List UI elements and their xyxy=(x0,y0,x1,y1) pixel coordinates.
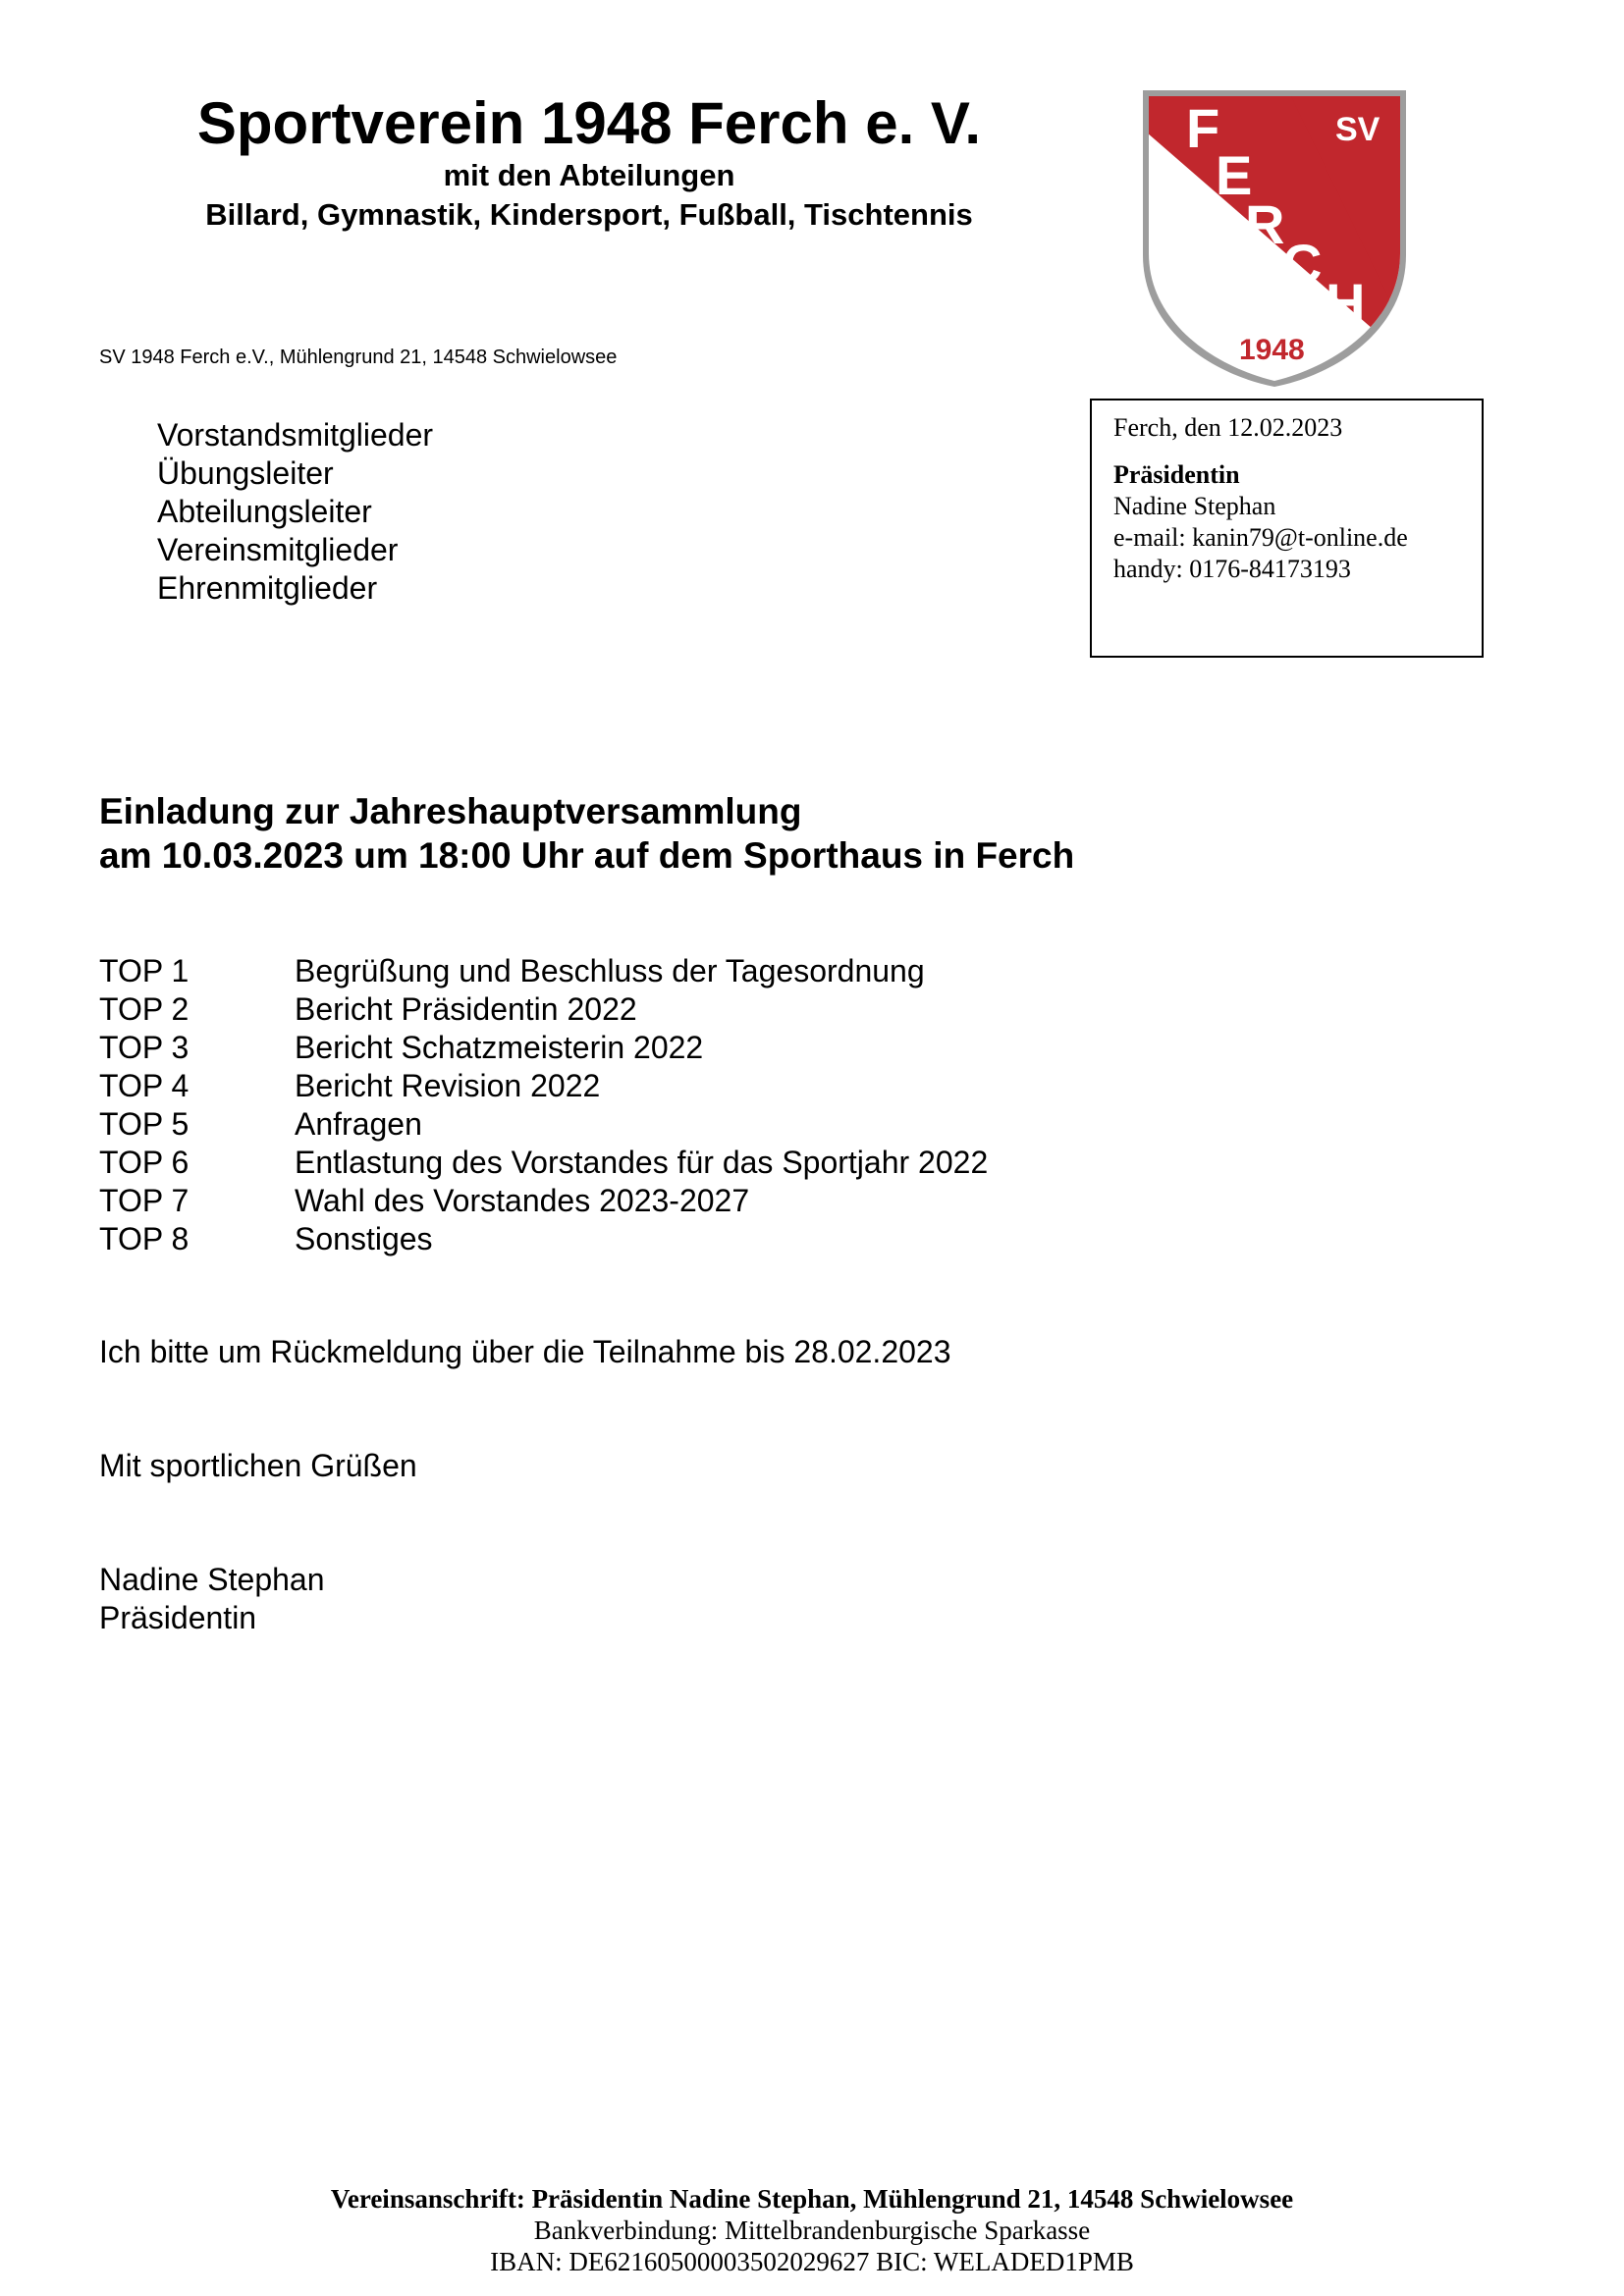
crest-sv: SV xyxy=(1335,111,1380,148)
agenda-number: TOP 3 xyxy=(99,1030,189,1065)
agenda-row xyxy=(99,1182,988,1220)
agenda-row xyxy=(99,1067,988,1105)
agenda-number: TOP 8 xyxy=(99,1221,189,1256)
agenda-number: TOP 5 xyxy=(99,1106,189,1142)
crest-year: 1948 xyxy=(1239,334,1305,366)
date-line: Ferch, den 12.02.2023 xyxy=(1113,413,1343,442)
recipient-item: Vorstandsmitglieder xyxy=(157,417,434,453)
recipient-item: Übungsleiter xyxy=(157,455,334,491)
agenda-row xyxy=(99,990,988,1029)
agenda-item: Bericht Revision 2022 xyxy=(295,1068,601,1103)
agenda-number: TOP 4 xyxy=(99,1068,189,1103)
footer-iban: IBAN: DE62160500003502029627 BIC: WELADED1PMB xyxy=(490,2247,1134,2276)
departments-intro: mit den Abteilungen xyxy=(443,158,735,192)
footer-bank: Bankverbindung: Mittelbrandenburgische Sparkasse xyxy=(533,2216,1091,2245)
closing-greeting: Mit sportlichen Grüßen xyxy=(99,1448,417,1483)
contact-email: e-mail: kanin79@t-online.de xyxy=(1113,523,1408,552)
agenda-item: Entlastung des Vorstandes für das Sportjahr 2022 xyxy=(295,1145,989,1180)
contact-info-box xyxy=(1090,399,1484,658)
contact-phone: handy: 0176-84173193 xyxy=(1113,555,1351,583)
recipients-list xyxy=(157,416,433,608)
signature-name: Nadine Stephan xyxy=(99,1562,325,1597)
signature-role: Präsidentin xyxy=(99,1600,257,1635)
agenda-item: Begrüßung und Beschluss der Tagesordnung xyxy=(295,953,925,988)
agenda-item: Bericht Schatzmeisterin 2022 xyxy=(295,1030,704,1065)
crest-letter-f: F xyxy=(1186,97,1220,159)
crest-letter-e: E xyxy=(1216,144,1253,206)
agenda-row xyxy=(99,1220,988,1258)
agenda-item: Wahl des Vorstandes 2023-2027 xyxy=(295,1183,750,1218)
agenda-number: TOP 7 xyxy=(99,1183,189,1218)
sender-address-line: SV 1948 Ferch e.V., Mühlengrund 21, 14548 Schwielowsee xyxy=(99,347,618,368)
footer-club-address: Vereinsanschrift: Präsidentin Nadine Stephan, Mühlengrund 21, 14548 Schwielowsee xyxy=(330,2184,1294,2214)
recipient-item: Vereinsmitglieder xyxy=(157,532,399,567)
signature-block xyxy=(99,1561,325,1637)
crest-letter-h: H xyxy=(1326,272,1366,334)
agenda-row xyxy=(99,952,988,990)
agenda-item: Anfragen xyxy=(295,1106,422,1142)
agenda-row xyxy=(99,1144,988,1182)
agenda-row xyxy=(99,1029,988,1067)
recipient-item: Ehrenmitglieder xyxy=(157,570,378,606)
crest-letter-c: C xyxy=(1282,233,1323,294)
recipient-item: Abteilungsleiter xyxy=(157,494,372,529)
agenda-number: TOP 2 xyxy=(99,991,189,1027)
invitation-heading xyxy=(99,789,1074,878)
contact-role: Präsidentin xyxy=(1113,460,1240,489)
invitation-line-1: Einladung zur Jahreshauptversammlung xyxy=(99,791,802,831)
contact-name: Nadine Stephan xyxy=(1113,492,1276,520)
departments-list: Billard, Gymnastik, Kindersport, Fußball, Tischtennis xyxy=(205,197,973,232)
agenda-item: Sonstiges xyxy=(295,1221,433,1256)
agenda-list xyxy=(99,952,988,1258)
agenda-number: TOP 6 xyxy=(99,1145,189,1180)
club-name: Sportverein 1948 Ferch e. V. xyxy=(196,90,982,156)
crest-letter-r: R xyxy=(1245,193,1285,255)
feedback-request: Ich bitte um Rückmeldung über die Teilnahme bis 28.02.2023 xyxy=(99,1334,951,1369)
letterhead xyxy=(98,90,1080,236)
footer xyxy=(0,2183,1624,2277)
invitation-line-2: am 10.03.2023 um 18:00 Uhr auf dem Sporthaus in Ferch xyxy=(99,835,1075,876)
agenda-row xyxy=(99,1105,988,1144)
agenda-number: TOP 1 xyxy=(99,953,189,988)
agenda-item: Bericht Präsidentin 2022 xyxy=(295,991,637,1027)
club-crest-logo xyxy=(1139,86,1410,391)
